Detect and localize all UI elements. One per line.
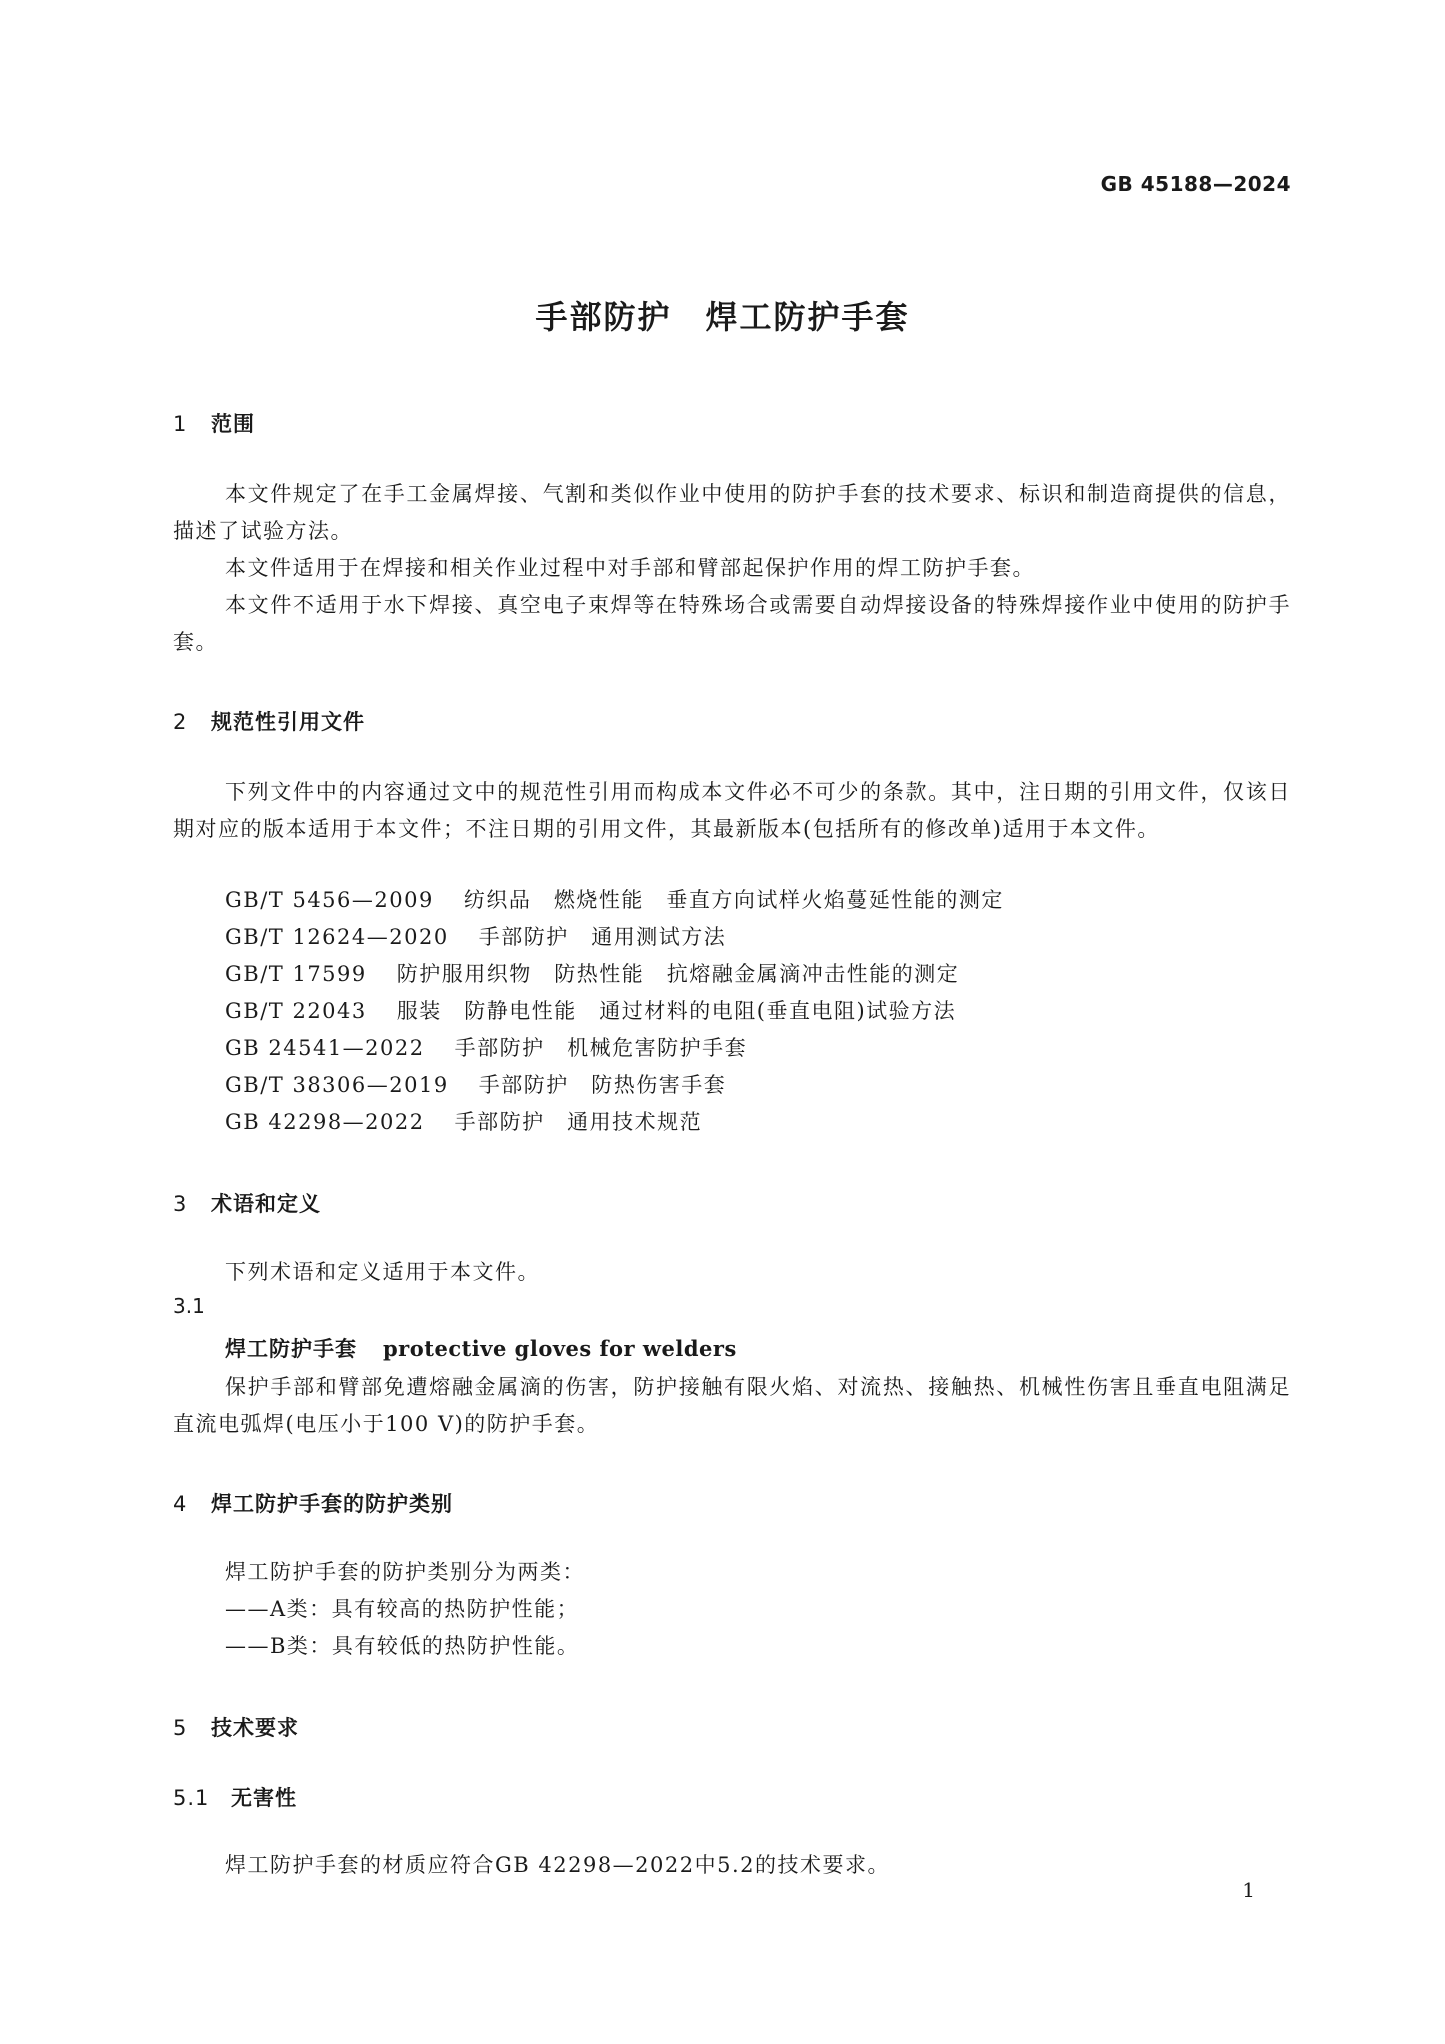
reference-title: 手部防护 通用技术规范 bbox=[454, 1110, 703, 1134]
scope-paragraph-1: 本文件规定了在手工金属焊接、气割和类似作业中使用的防护手套的技术要求、标识和制造商提供的信息，描述了试验方法。 bbox=[173, 482, 1291, 543]
classification-intro: 焊工防护手套的防护类别分为两类： bbox=[225, 1560, 585, 1584]
terms-intro: 下列术语和定义适用于本文件。 bbox=[225, 1260, 540, 1284]
term-english: protective gloves for welders bbox=[383, 1336, 737, 1361]
section-number: 5 bbox=[173, 1716, 188, 1740]
class-item-a: ——A类：具有较高的热防护性能； bbox=[225, 1597, 580, 1621]
reference-code: GB/T 38306—2019 bbox=[225, 1073, 449, 1097]
term-definition: 保护手部和臂部免遭熔融金属滴的伤害，防护接触有限火焰、对流热、接触热、机械性伤害且垂直电阻满足直流电弧焊(电压小于100 V)的防护手套。 bbox=[173, 1375, 1291, 1436]
term-number: 3.1 bbox=[173, 1294, 205, 1318]
section-title: 规范性引用文件 bbox=[211, 710, 365, 734]
reference-title: 服装 防静电性能 通过材料的电阻(垂直电阻)试验方法 bbox=[396, 999, 957, 1023]
reference-code: GB 24541—2022 bbox=[225, 1036, 425, 1060]
page-number: 1 bbox=[1242, 1878, 1255, 1902]
standard-number: GB 45188—2024 bbox=[1100, 172, 1291, 196]
section-2-heading bbox=[173, 706, 365, 736]
section-title: 术语和定义 bbox=[211, 1192, 321, 1216]
reference-item bbox=[225, 1069, 726, 1099]
reference-item bbox=[225, 921, 726, 951]
subsection-number: 5.1 bbox=[173, 1786, 210, 1810]
harmlessness-requirement: 焊工防护手套的材质应符合GB 42298—2022中5.2的技术要求。 bbox=[225, 1853, 891, 1877]
class-item-b: ——B类：具有较低的热防护性能。 bbox=[225, 1634, 580, 1658]
reference-title: 纺织品 燃烧性能 垂直方向试样火焰蔓延性能的测定 bbox=[463, 888, 1004, 912]
reference-code: GB 42298—2022 bbox=[225, 1110, 425, 1134]
reference-code: GB/T 5456—2009 bbox=[225, 888, 434, 912]
section-title: 范围 bbox=[211, 412, 255, 436]
reference-item bbox=[225, 884, 1004, 914]
reference-title: 手部防护 机械危害防护手套 bbox=[454, 1036, 748, 1060]
subsection-5-1-heading bbox=[173, 1782, 297, 1812]
section-number: 1 bbox=[173, 412, 188, 436]
section-title: 焊工防护手套的防护类别 bbox=[211, 1492, 453, 1516]
term-entry bbox=[225, 1333, 737, 1363]
document-title: 手部防护 焊工防护手套 bbox=[535, 298, 910, 336]
term-chinese: 焊工防护手套 bbox=[225, 1337, 357, 1361]
section-number: 2 bbox=[173, 710, 188, 734]
subsection-title: 无害性 bbox=[231, 1786, 297, 1810]
reference-code: GB/T 12624—2020 bbox=[225, 925, 449, 949]
reference-title: 防护服用织物 防热性能 抗熔融金属滴冲击性能的测定 bbox=[396, 962, 960, 986]
section-title: 技术要求 bbox=[211, 1716, 299, 1740]
section-4-heading bbox=[173, 1488, 453, 1518]
reference-item bbox=[225, 995, 956, 1025]
reference-title: 手部防护 通用测试方法 bbox=[478, 925, 727, 949]
section-number: 4 bbox=[173, 1492, 188, 1516]
reference-item bbox=[225, 958, 959, 988]
reference-code: GB/T 17599 bbox=[225, 962, 367, 986]
reference-item bbox=[225, 1032, 747, 1062]
reference-title: 手部防护 防热伤害手套 bbox=[478, 1073, 727, 1097]
normative-references-intro: 下列文件中的内容通过文中的规范性引用而构成本文件必不可少的条款。其中，注日期的引用文件，仅该日期对应的版本适用于本文件；不注日期的引用文件，其最新版本(包括所有的修改单)适用于本文件。 bbox=[173, 780, 1291, 841]
reference-item bbox=[225, 1106, 702, 1136]
reference-code: GB/T 22043 bbox=[225, 999, 367, 1023]
section-3-heading bbox=[173, 1188, 321, 1218]
scope-paragraph-2: 本文件适用于在焊接和相关作业过程中对手部和臂部起保护作用的焊工防护手套。 bbox=[225, 556, 1035, 580]
section-5-heading bbox=[173, 1712, 299, 1742]
section-number: 3 bbox=[173, 1192, 188, 1216]
scope-paragraph-3: 本文件不适用于水下焊接、真空电子束焊等在特殊场合或需要自动焊接设备的特殊焊接作业中使用的防护手套。 bbox=[173, 593, 1291, 654]
section-1-heading bbox=[173, 408, 255, 438]
